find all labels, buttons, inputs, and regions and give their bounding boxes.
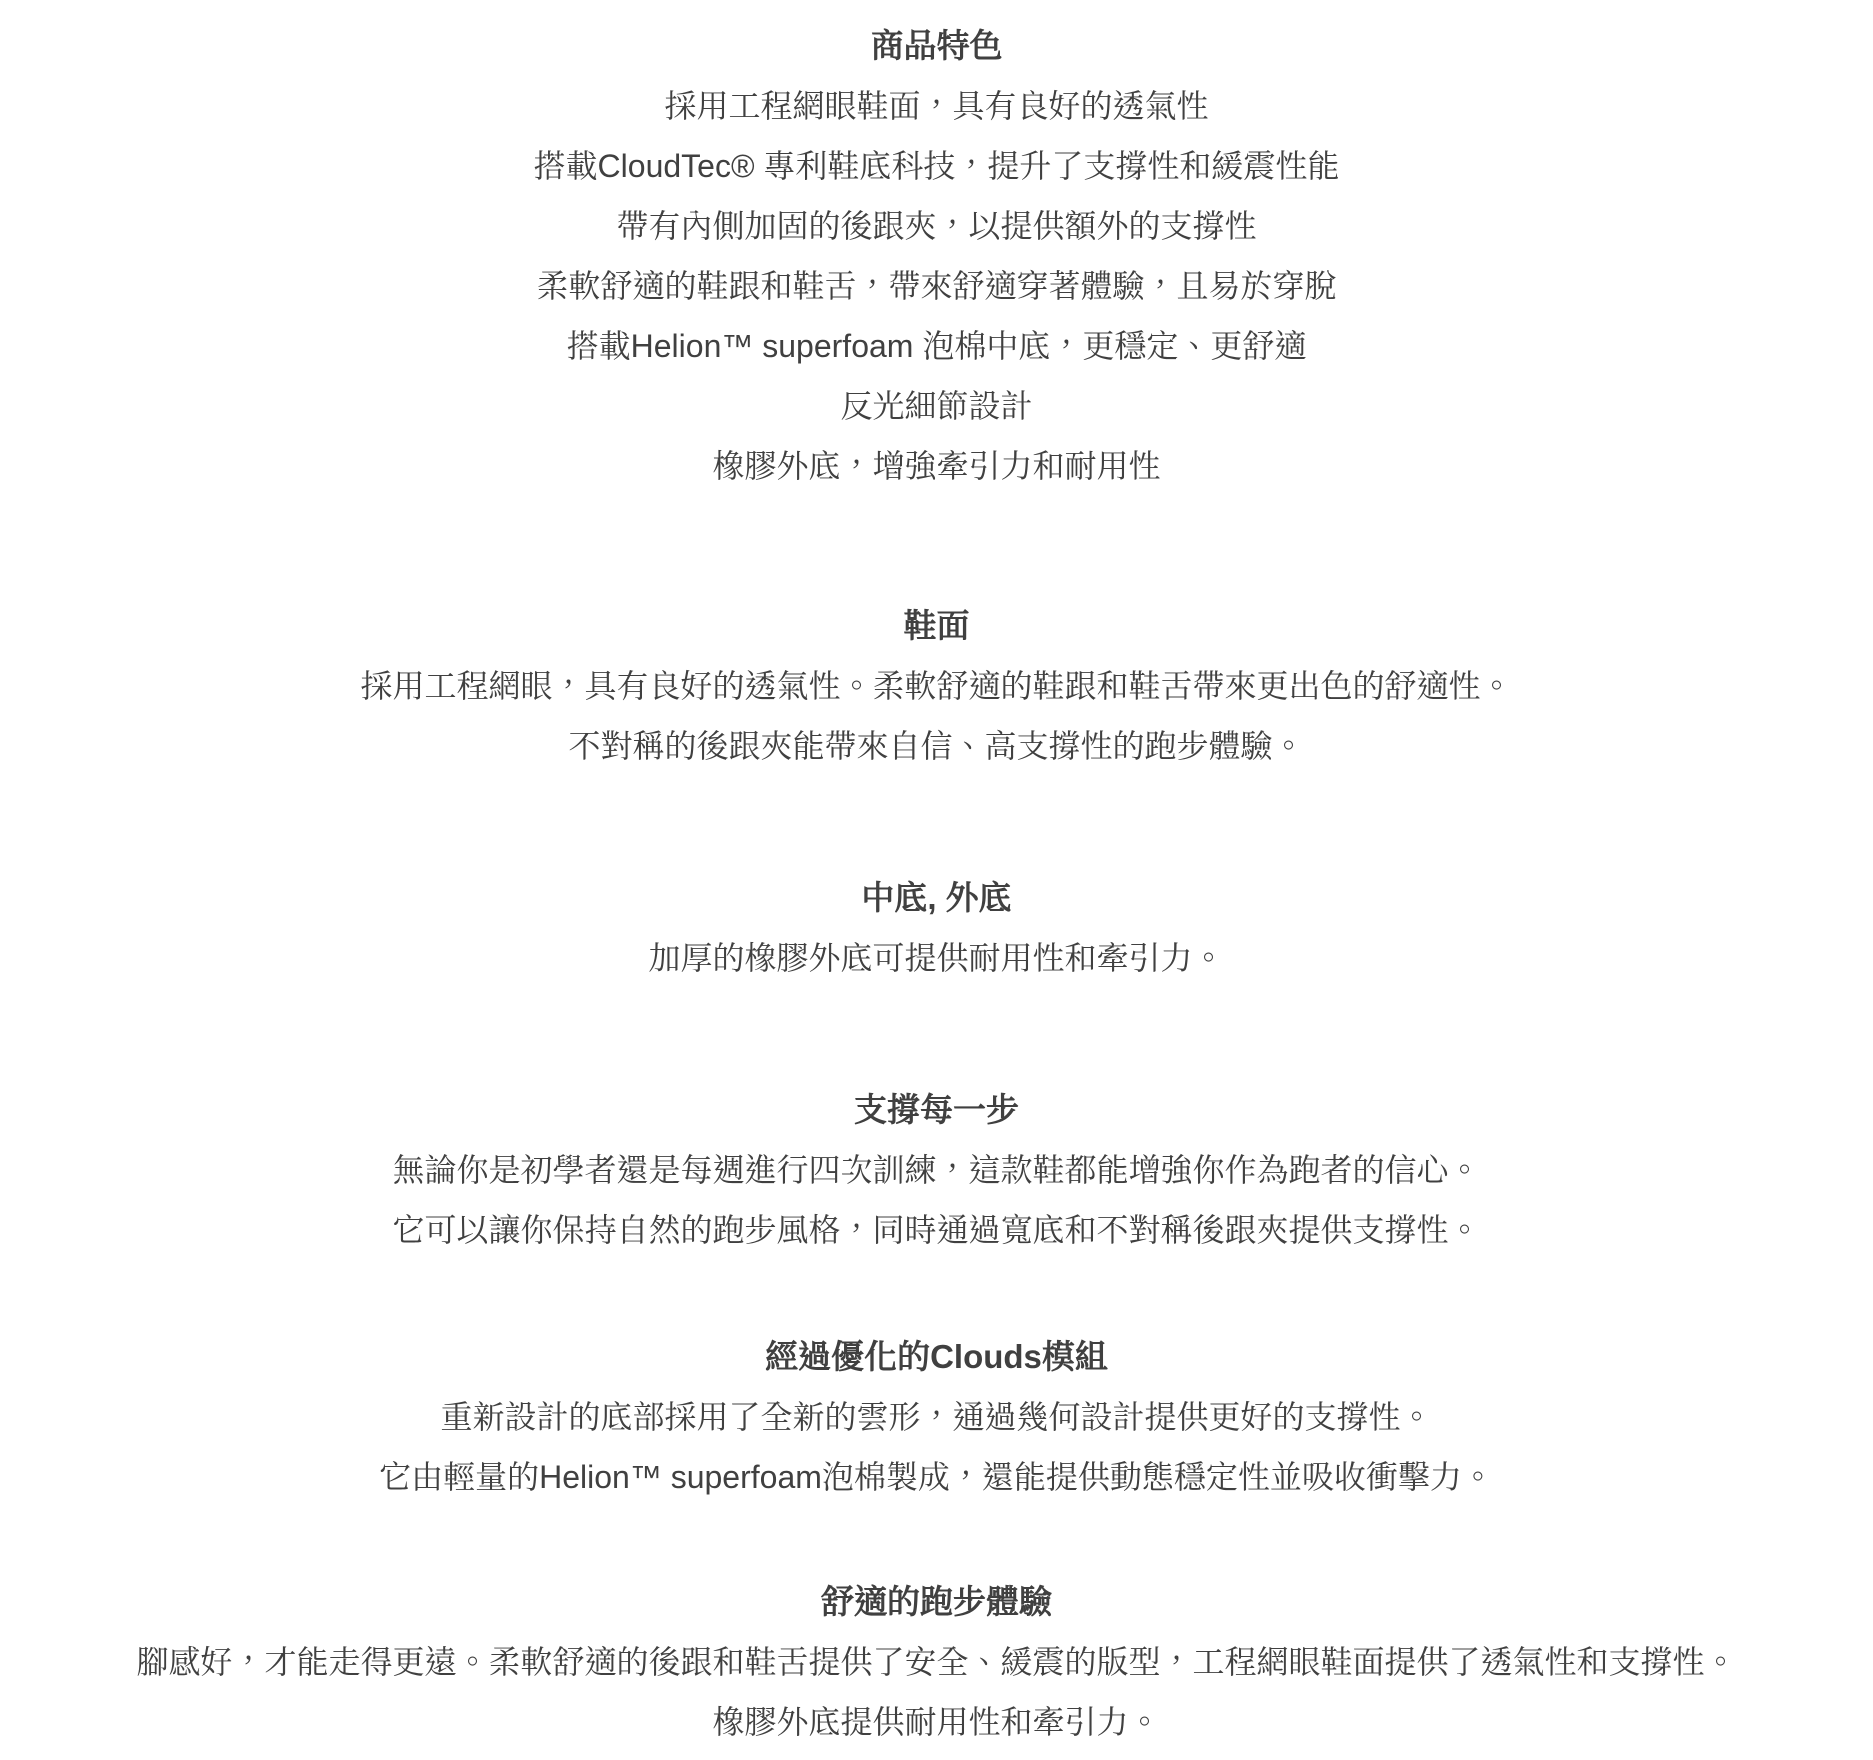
feature-line: 反光細節設計	[840, 388, 1033, 424]
section-comfort	[0, 1572, 1873, 1752]
section-support	[0, 1080, 1873, 1260]
feature-line: 採用工程網眼鞋面，具有良好的透氣性	[664, 88, 1209, 124]
paragraph-line: 腳感好，才能走得更遠。柔軟舒適的後跟和鞋舌提供了安全、緩震的版型，工程網眼鞋面提供了透氣性和支撐性。	[136, 1644, 1737, 1680]
section-midsole-outsole	[0, 868, 1873, 988]
section-midsole-outsole-heading: 中底, 外底	[861, 879, 1012, 916]
feature-line: 搭載CloudTec® 專利鞋底科技，提升了支撐性和緩震性能	[533, 148, 1340, 184]
paragraph-line: 它由輕量的Helion™ superfoam泡棉製成，還能提供動態穩定性並吸收衝擊力。	[379, 1459, 1494, 1495]
paragraph-line: 加厚的橡膠外底可提供耐用性和牽引力。	[648, 940, 1225, 976]
section-upper-heading: 鞋面	[903, 607, 970, 644]
paragraph-line: 採用工程網眼，具有良好的透氣性。柔軟舒適的鞋跟和鞋舌帶來更出色的舒適性。	[360, 668, 1513, 704]
section-clouds-heading: 經過優化的Clouds模組	[765, 1338, 1108, 1375]
paragraph-line: 重新設計的底部採用了全新的雲形，通過幾何設計提供更好的支撐性。	[440, 1399, 1433, 1435]
section-features	[0, 16, 1873, 496]
paragraph-line: 它可以讓你保持自然的跑步風格，同時通過寬底和不對稱後跟夾提供支撐性。	[392, 1212, 1481, 1248]
feature-line: 橡膠外底，增強牽引力和耐用性	[712, 448, 1161, 484]
paragraph-line: 橡膠外底提供耐用性和牽引力。	[712, 1704, 1161, 1740]
section-clouds	[0, 1327, 1873, 1507]
section-features-heading: 商品特色	[870, 27, 1003, 64]
section-comfort-heading: 舒適的跑步體驗	[821, 1583, 1052, 1620]
paragraph-line: 不對稱的後跟夾能帶來自信、高支撐性的跑步體驗。	[568, 728, 1305, 764]
feature-line: 帶有內側加固的後跟夾，以提供額外的支撐性	[616, 208, 1257, 244]
feature-line: 柔軟舒適的鞋跟和鞋舌，帶來舒適穿著體驗，且易於穿脫	[536, 268, 1337, 304]
section-support-heading: 支撐每一步	[854, 1091, 1019, 1128]
feature-line: 搭載Helion™ superfoam 泡棉中底，更穩定、更舒適	[566, 328, 1307, 364]
paragraph-line: 無論你是初學者還是每週進行四次訓練，這款鞋都能增強你作為跑者的信心。	[392, 1152, 1481, 1188]
section-upper	[0, 596, 1873, 776]
